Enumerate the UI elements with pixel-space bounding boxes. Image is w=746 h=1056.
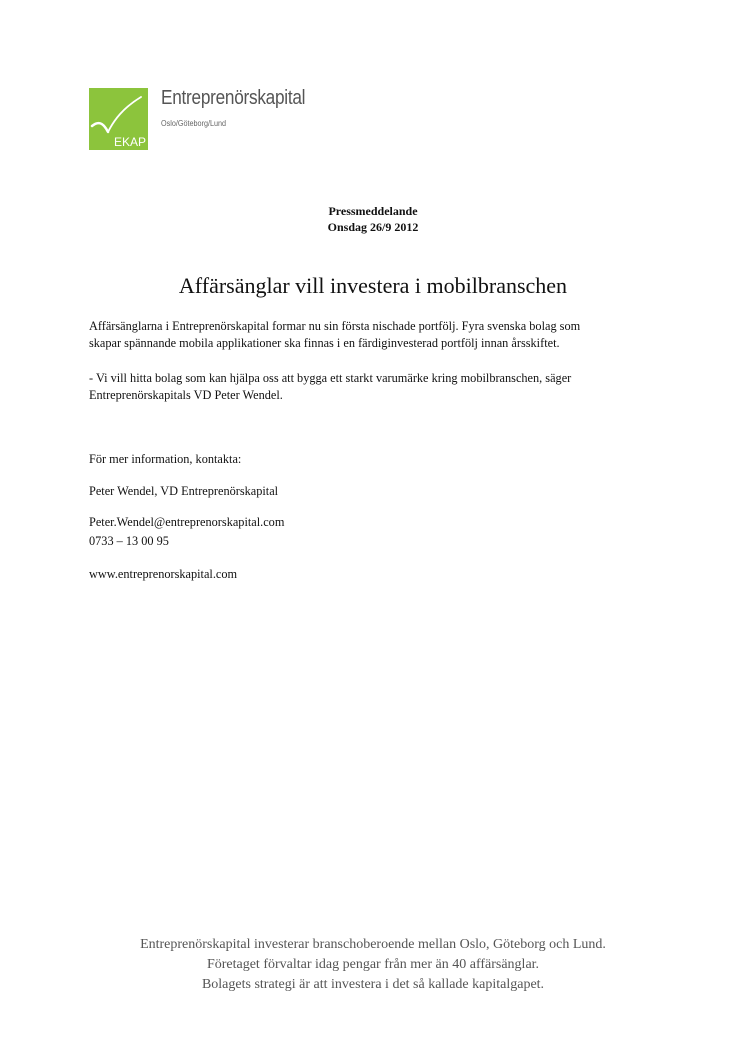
website-link[interactable]: www.entreprenorskapital.com: [89, 567, 238, 581]
footer-line-1: Entreprenörskapital investerar branschoberoende mellan Oslo, Göteborg och Lund.: [140, 937, 606, 952]
contact-name: Peter Wendel, VD Entreprenörskapital: [89, 484, 279, 498]
logo-mark-text: EKAP: [114, 135, 147, 149]
quote-paragraph-line-2: Entreprenörskapitals VD Peter Wendel.: [89, 388, 283, 402]
quote-paragraph-line-1: - Vi vill hitta bolag som kan hjälpa oss att bygga ett starkt varumärke kring mobilbranschen, säger: [89, 371, 572, 385]
company-logo: [89, 88, 329, 152]
intro-paragraph-line-1: Affärsänglarna i Entreprenörskapital formar nu sin första nischade portfölj. Fyra svenska bolag som: [89, 319, 581, 333]
checkmark-icon: [89, 88, 148, 150]
intro-paragraph-line-2: skapar spännande mobila applikationer ska finnas i en färdiginvesterad portfölj innan årsskiftet.: [89, 336, 560, 350]
press-release-date: Onsdag 26/9 2012: [327, 220, 419, 234]
contact-email[interactable]: Peter.Wendel@entreprenorskapital.com: [89, 515, 285, 529]
contact-heading: För mer information, kontakta:: [89, 452, 242, 466]
logo-company-name: Entreprenörskapital: [161, 87, 306, 109]
footer-line-3: Bolagets strategi är att investera i det så kallade kapitalgapet.: [201, 977, 545, 992]
logo-cities: Oslo/Göteborg/Lund: [161, 118, 227, 128]
ekap-logo-mark: [89, 88, 148, 150]
contact-phone: 0733 – 13 00 95: [89, 534, 169, 548]
press-release-label: Pressmeddelande: [328, 204, 418, 218]
headline: Affärsänglar vill investera i mobilbranschen: [178, 273, 568, 298]
footer-line-2: Företaget förvaltar idag pengar från mer än 40 affärsänglar.: [206, 957, 540, 972]
